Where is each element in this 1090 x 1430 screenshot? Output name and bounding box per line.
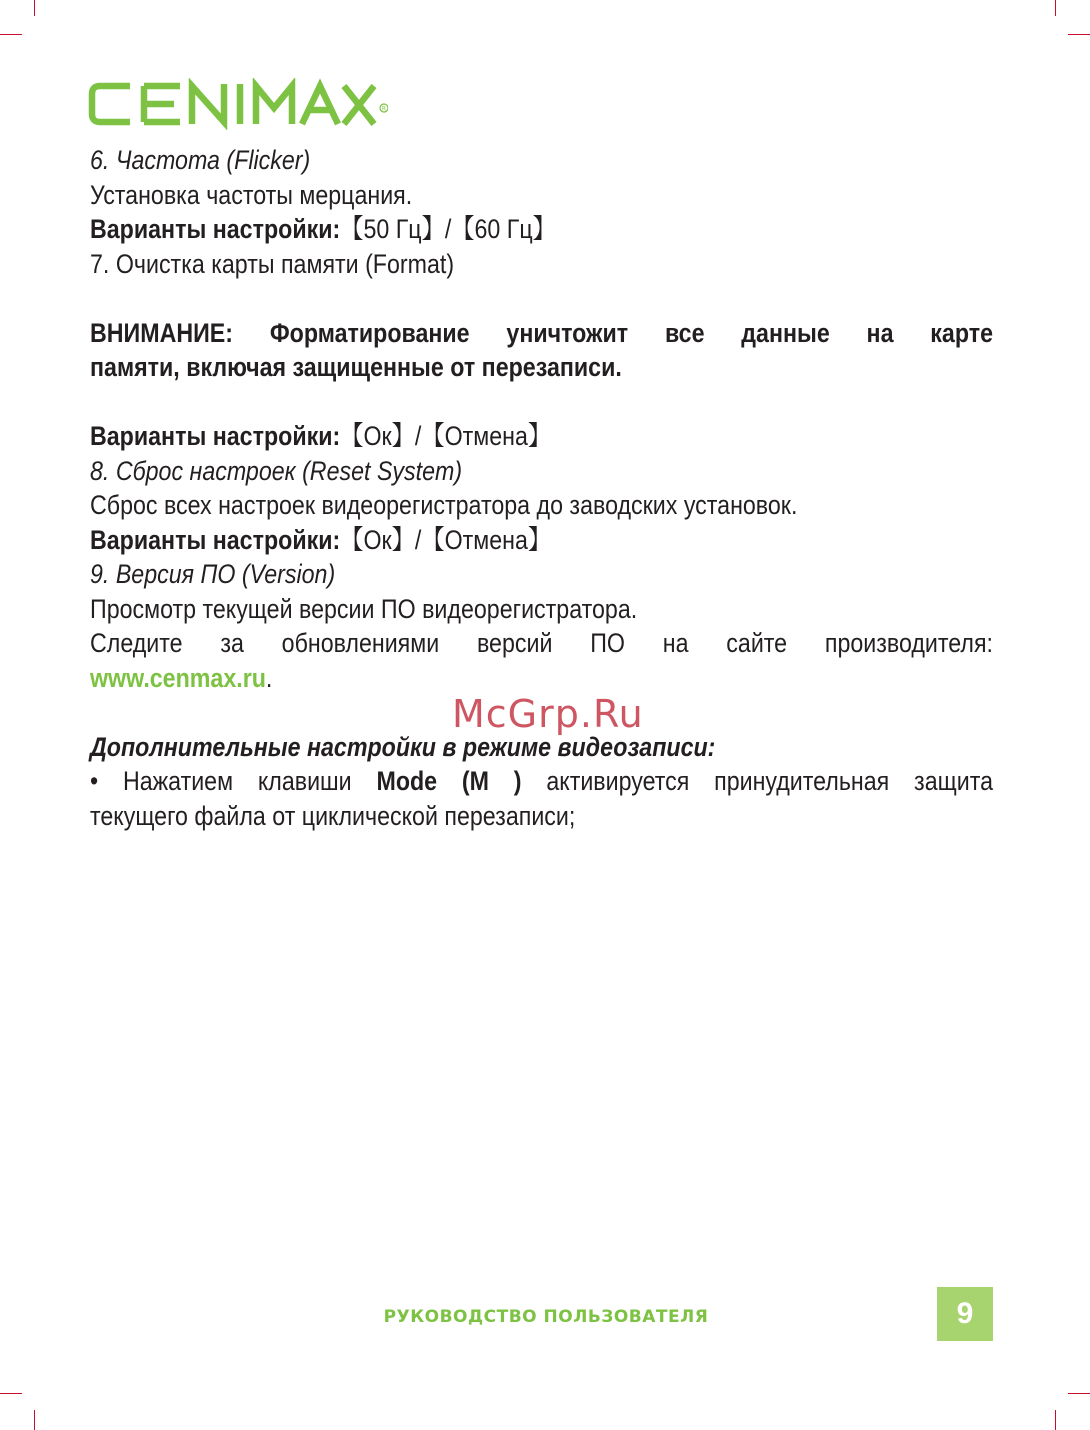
follow-updates-text: Следите за обновлениями версий ПО на сайте производителя: <box>90 628 993 658</box>
crop-mark <box>34 0 35 16</box>
svg-text:R: R <box>381 105 387 113</box>
warning-line: ВНИМАНИЕ: Форматирование уничтожит все данные на карте <box>90 317 993 348</box>
mode-key: Mode (M ) <box>376 766 522 796</box>
bullet-pre: • Нажатием клавиши <box>90 766 377 796</box>
bullet-line <box>90 764 993 799</box>
options-values: 【50 Гц】/【60 Гц】 <box>340 214 556 244</box>
options-values: 【Ок】/【Отмена】 <box>340 524 552 555</box>
crop-mark <box>0 1393 22 1394</box>
section-description: Сброс всех настроек видеорегистратора до заводских установок. <box>90 490 798 520</box>
warning-line: памяти, включая защищенные от перезаписи. <box>90 352 622 382</box>
section-title: 9. Версия ПО (Version) <box>90 559 336 589</box>
bullet-post: активируется принудительная защита <box>521 766 993 796</box>
options-values: 【Ок】/【Отмена】 <box>340 421 552 451</box>
website-line <box>90 661 993 696</box>
crop-mark <box>0 34 22 35</box>
crop-mark <box>34 1410 35 1430</box>
options-label: Варианты настройки: <box>90 214 341 244</box>
bullet-line: текущего файла от циклической перезаписи; <box>90 800 576 831</box>
page-number: 9 <box>937 1287 993 1341</box>
crop-mark <box>1068 34 1090 35</box>
extra-settings-title: Дополнительные настройки в режиме видеозаписи: <box>90 731 716 762</box>
options-line <box>90 419 993 454</box>
crop-mark <box>1068 1393 1090 1394</box>
options-line <box>90 523 993 558</box>
crop-mark <box>1055 1410 1056 1430</box>
section-title: 6. Частота (Flicker) <box>90 145 311 175</box>
footer-title: РУКОВОДСТВО ПОЛЬЗОВАТЕЛЯ <box>383 1307 709 1327</box>
section-title: 7. Очистка карты памяти (Format) <box>90 248 455 279</box>
website-link[interactable]: www.cenmax.ru <box>90 662 266 693</box>
options-label: Варианты настройки: <box>90 421 341 451</box>
website-tail: . <box>265 662 273 693</box>
watermark: McGrp.Ru <box>452 692 644 736</box>
crop-mark <box>1055 0 1056 16</box>
cenmax-logo <box>88 78 388 130</box>
options-label: Варианты настройки: <box>90 524 341 555</box>
section-title: 8. Сброс настроек (Reset System) <box>90 455 463 486</box>
section-description: Установка частоты мерцания. <box>90 179 413 210</box>
options-line <box>90 212 993 247</box>
section-description: Просмотр текущей версии ПО видеорегистратора. <box>90 593 638 624</box>
